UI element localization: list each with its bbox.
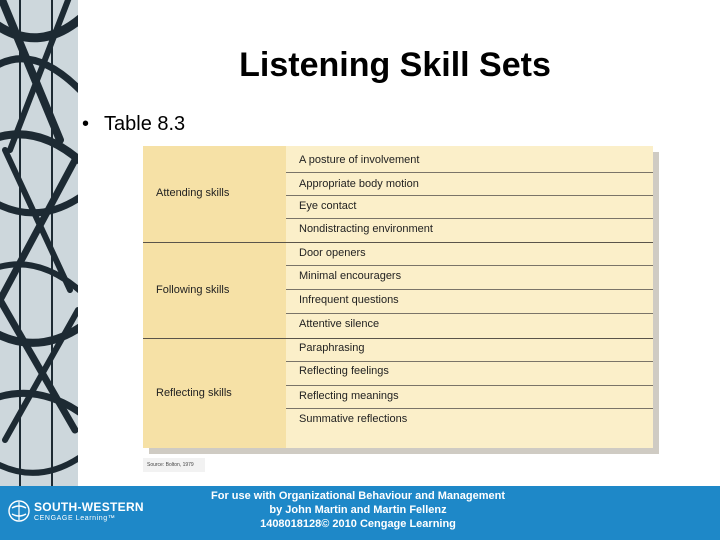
- publisher-logo: [8, 498, 144, 528]
- category-attending: Attending skills: [156, 187, 230, 199]
- category-reflecting: Reflecting skills: [156, 387, 232, 399]
- table-item: Eye contact: [299, 200, 357, 212]
- group-divider: [143, 242, 653, 243]
- table-item: A posture of involvement: [299, 154, 420, 166]
- table-item: Nondistracting environment: [299, 223, 433, 235]
- bullet-item: [82, 113, 185, 136]
- table-item: Reflecting feelings: [299, 365, 389, 377]
- publisher-logo-name: SOUTH-WESTERN: [34, 500, 144, 514]
- table-item: Infrequent questions: [299, 294, 399, 306]
- row-divider: [286, 313, 653, 314]
- category-following: Following skills: [156, 284, 230, 296]
- table-item: Door openers: [299, 247, 366, 259]
- row-divider: [286, 265, 653, 266]
- row-divider: [286, 385, 653, 386]
- slide-title: Listening Skill Sets: [239, 46, 551, 84]
- bullet-text: Table 8.3: [104, 113, 186, 135]
- skills-table: [143, 146, 653, 448]
- table-item: Attentive silence: [299, 318, 380, 330]
- footer-line-1: For use with Organizational Behaviour and Management: [211, 490, 505, 502]
- row-divider: [286, 408, 653, 409]
- table-item: Minimal encouragers: [299, 270, 402, 282]
- row-divider: [286, 289, 653, 290]
- group-divider: [143, 338, 653, 339]
- publisher-logo-icon: [8, 500, 30, 522]
- table-item: Reflecting meanings: [299, 390, 399, 402]
- table-source: Source: Bolton, 1979: [143, 458, 205, 472]
- footer-credit: [208, 489, 508, 531]
- footer-line-3: 1408018128© 2010 Cengage Learning: [260, 518, 456, 530]
- row-divider: [286, 218, 653, 219]
- table-item: Paraphrasing: [299, 342, 365, 354]
- publisher-logo-subtitle: CENGAGE Learning™: [34, 515, 116, 522]
- table-item: Appropriate body motion: [299, 178, 419, 190]
- row-divider: [286, 195, 653, 196]
- footer-line-2: by John Martin and Martin Fellenz: [269, 504, 447, 516]
- row-divider: [286, 361, 653, 362]
- bullet-dot: •: [82, 113, 90, 135]
- row-divider: [286, 172, 653, 173]
- decorative-lattice-image: [0, 0, 78, 486]
- table-item: Summative reflections: [299, 413, 408, 425]
